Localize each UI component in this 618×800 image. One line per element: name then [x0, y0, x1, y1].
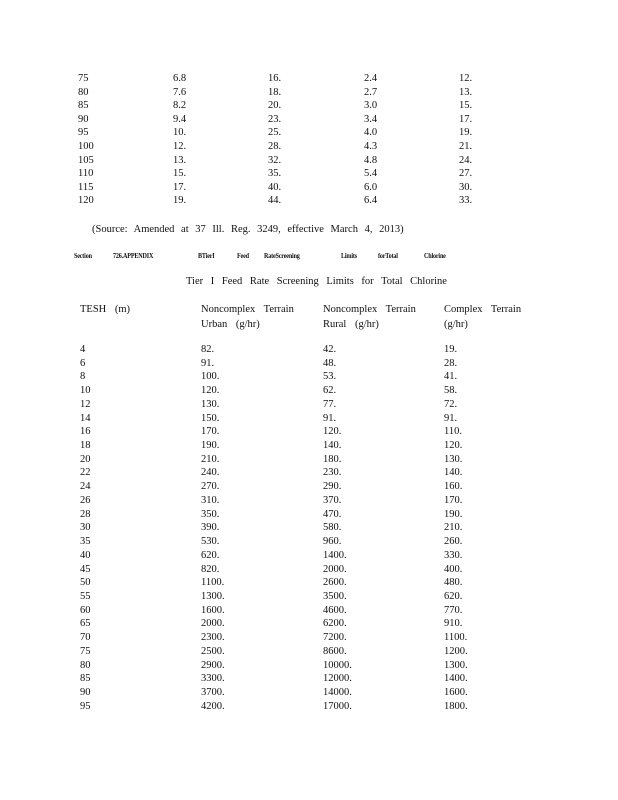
table-cell: 100 — [78, 140, 94, 152]
table-cell: 91. — [444, 412, 458, 424]
table-cell: 90 — [78, 113, 89, 125]
table-cell: 170. — [201, 426, 220, 438]
table-cell: 820. — [201, 563, 220, 575]
table-cell: 15. — [459, 100, 473, 112]
table-cell: 3300. — [201, 673, 225, 685]
table-cell: 350. — [201, 508, 220, 520]
header-complex-line1: Complex Terrain — [444, 304, 522, 315]
table-cell: 6.0 — [364, 181, 378, 193]
table-cell: 140. — [323, 440, 342, 452]
table-cell: 42. — [323, 344, 337, 355]
table-cell: 120. — [323, 426, 342, 438]
table-cell: 2000. — [323, 563, 347, 575]
table-cell: 6 — [80, 357, 86, 369]
table-cell: 100. — [201, 371, 220, 383]
table-cell: 28. — [444, 357, 458, 369]
table-cell: 3500. — [323, 590, 347, 602]
table-cell: 120. — [444, 440, 463, 452]
table-cell: 1200. — [444, 645, 468, 657]
table-cell: 9.4 — [173, 113, 187, 125]
header-urban — [201, 302, 294, 332]
table-cell: 18 — [80, 440, 91, 452]
table-cell: 50 — [80, 577, 91, 589]
table-cell: 130. — [444, 453, 463, 465]
table-cell: 17. — [173, 181, 187, 193]
table-cell: 6.4 — [364, 195, 378, 207]
table-cell: 25. — [268, 127, 282, 139]
table-cell: 17. — [459, 113, 473, 125]
table-cell: 4.0 — [364, 127, 378, 139]
table-cell: 65 — [80, 618, 91, 630]
table-cell: 19. — [459, 127, 473, 139]
table-cell: 17000. — [323, 700, 352, 712]
table-cell: 28. — [268, 140, 282, 152]
table-cell: 110 — [78, 168, 94, 180]
table-cell: 95 — [78, 127, 89, 139]
header-complex-line2: (g/hr) — [444, 319, 468, 330]
table-cell: 2300. — [201, 632, 225, 644]
table-cell: 910. — [444, 618, 463, 630]
table-cell: 160. — [444, 481, 463, 493]
table-cell: 4 — [80, 344, 86, 355]
table-cell: 6.8 — [173, 73, 187, 84]
table-cell: 26 — [80, 494, 91, 506]
table-cell: 150. — [201, 412, 220, 424]
table-cell: 91. — [323, 412, 337, 424]
table-cell: 58. — [444, 385, 458, 397]
table-cell: 1300. — [201, 590, 225, 602]
header-rural-line2: Rural (g/hr) — [323, 319, 379, 330]
table-cell: 400. — [444, 563, 463, 575]
table-cell: 580. — [323, 522, 342, 534]
table-cell: 27. — [459, 168, 473, 180]
table-cell: 24. — [459, 154, 473, 166]
table-cell: 330. — [444, 549, 463, 561]
table-cell: 75 — [78, 73, 89, 84]
table-cell: 8600. — [323, 645, 347, 657]
table-cell: 2500. — [201, 645, 225, 657]
table-cell: 45 — [80, 563, 91, 575]
table-cell: 62. — [323, 385, 337, 397]
table-cell: 35 — [80, 536, 91, 548]
table-cell: 240. — [201, 467, 220, 479]
table-cell: 3.0 — [364, 100, 378, 112]
table-cell: 2.4 — [364, 73, 378, 84]
table-cell: 40 — [80, 549, 91, 561]
table-cell: 95 — [80, 700, 91, 712]
table-cell: 8 — [80, 371, 86, 383]
table-cell: 1600. — [444, 686, 468, 698]
feed-label: Feed — [237, 252, 249, 260]
table-cell: 90 — [80, 686, 91, 698]
table-cell: 22 — [80, 467, 91, 479]
table-cell: 530. — [201, 536, 220, 548]
table-cell: 14000. — [323, 686, 352, 698]
table-cell: 53. — [323, 371, 337, 383]
table-cell: 80 — [80, 659, 91, 671]
rate-screening-label: RateScreening — [264, 252, 300, 260]
table-cell: 23. — [268, 113, 282, 125]
table-cell: 2900. — [201, 659, 225, 671]
table-cell: 310. — [201, 494, 220, 506]
table-cell: 4200. — [201, 700, 225, 712]
table-cell: 170. — [444, 494, 463, 506]
table-cell: 12000. — [323, 673, 352, 685]
table-cell: 140. — [444, 467, 463, 479]
table-cell: 10000. — [323, 659, 352, 671]
table-cell: 1800. — [444, 700, 468, 712]
table-cell: 70 — [80, 632, 91, 644]
table-cell: 85 — [80, 673, 91, 685]
table-cell: 370. — [323, 494, 342, 506]
table-cell: 2600. — [323, 577, 347, 589]
table-cell: 230. — [323, 467, 342, 479]
table-cell: 190. — [444, 508, 463, 520]
for-total-label: forTotal — [378, 252, 398, 260]
table-cell: 7.6 — [173, 86, 187, 98]
table-cell: 6200. — [323, 618, 347, 630]
table-cell: 14 — [80, 412, 91, 424]
table-cell: 130. — [201, 398, 220, 410]
table-cell: 35. — [268, 168, 282, 180]
table-cell: 1300. — [444, 659, 468, 671]
table-cell: 18. — [268, 86, 282, 98]
table-cell: 620. — [444, 590, 463, 602]
table-cell: 10 — [80, 385, 91, 397]
table-cell: 13. — [459, 86, 473, 98]
appendix-label: 726.APPENDIX — [113, 252, 154, 260]
header-rural — [323, 302, 416, 332]
header-complex — [444, 302, 521, 332]
table-cell: 770. — [444, 604, 463, 616]
table-cell: 260. — [444, 536, 463, 548]
table-cell: 20 — [80, 453, 91, 465]
table-cell: 2000. — [201, 618, 225, 630]
header-tesh — [80, 302, 130, 317]
appendix-b-label: BTierI — [198, 252, 215, 260]
chlorine-label: Chlorine — [424, 252, 446, 260]
table-cell: 33. — [459, 195, 473, 207]
table-cell: 7200. — [323, 632, 347, 644]
table-cell: 4.3 — [364, 140, 378, 152]
table-cell: 120 — [78, 195, 94, 207]
table-cell: 110. — [444, 426, 462, 438]
table-cell: 20. — [268, 100, 282, 112]
table-cell: 4.8 — [364, 154, 378, 166]
table-cell: 77. — [323, 398, 337, 410]
table-cell: 28 — [80, 508, 91, 520]
table-cell: 30 — [80, 522, 91, 534]
table-cell: 16 — [80, 426, 91, 438]
table-cell: 41. — [444, 371, 458, 383]
table-cell: 620. — [201, 549, 220, 561]
table-cell: 960. — [323, 536, 342, 548]
table-cell: 4600. — [323, 604, 347, 616]
table-cell: 21. — [459, 140, 473, 152]
table-title: Tier I Feed Rate Screening Limits for Total Chlorine — [186, 276, 447, 287]
table-cell: 1600. — [201, 604, 225, 616]
table-cell: 19. — [444, 344, 458, 355]
table-cell: 115 — [78, 181, 94, 193]
table-cell: 1400. — [323, 549, 347, 561]
table-cell: 12. — [459, 73, 473, 84]
table-cell: 270. — [201, 481, 220, 493]
table-cell: 75 — [80, 645, 91, 657]
table-cell: 16. — [268, 73, 282, 84]
table-cell: 48. — [323, 357, 337, 369]
limits-label: Limits — [341, 252, 357, 260]
table-cell: 210. — [201, 453, 220, 465]
table-cell: 3.4 — [364, 113, 378, 125]
table-cell: 60 — [80, 604, 91, 616]
table-cell: 120. — [201, 385, 220, 397]
table-cell: 12. — [173, 140, 187, 152]
table-cell: 180. — [323, 453, 342, 465]
table-cell: 290. — [323, 481, 342, 493]
table-cell: 480. — [444, 577, 463, 589]
table-cell: 82. — [201, 344, 215, 355]
source-note: (Source: Amended at 37 Ill. Reg. 3249, effective March 4, 2013) — [92, 224, 404, 235]
table-cell: 1400. — [444, 673, 468, 685]
table-cell: 85 — [78, 100, 89, 112]
table-cell: 105 — [78, 154, 94, 166]
table-cell: 390. — [201, 522, 220, 534]
table-cell: 2.7 — [364, 86, 378, 98]
table-cell: 30. — [459, 181, 473, 193]
table-cell: 190. — [201, 440, 220, 452]
table-cell: 8.2 — [173, 100, 187, 112]
header-urban-line2: Urban (g/hr) — [201, 319, 260, 330]
table-cell: 40. — [268, 181, 282, 193]
header-urban-line1: Noncomplex Terrain — [201, 304, 294, 315]
table-cell: 10. — [173, 127, 187, 139]
table-cell: 32. — [268, 154, 282, 166]
table-cell: 24 — [80, 481, 91, 493]
table-cell: 3700. — [201, 686, 225, 698]
table-cell: 44. — [268, 195, 282, 207]
table-cell: 210. — [444, 522, 463, 534]
table-cell: 19. — [173, 195, 187, 207]
table-cell: 15. — [173, 168, 187, 180]
table-cell: 80 — [78, 86, 89, 98]
table-cell: 72. — [444, 398, 458, 410]
header-rural-line1: Noncomplex Terrain — [323, 304, 416, 315]
section-label: Section — [74, 252, 92, 260]
table-cell: 470. — [323, 508, 342, 520]
table-cell: 91. — [201, 357, 215, 369]
table-cell: 55 — [80, 590, 91, 602]
table-cell: 12 — [80, 398, 91, 410]
table-cell: 5.4 — [364, 168, 378, 180]
table-cell: 1100. — [444, 632, 468, 644]
table-cell: 13. — [173, 154, 187, 166]
header-tesh-text: TESH (m) — [80, 304, 131, 315]
table-cell: 1100. — [201, 577, 225, 589]
